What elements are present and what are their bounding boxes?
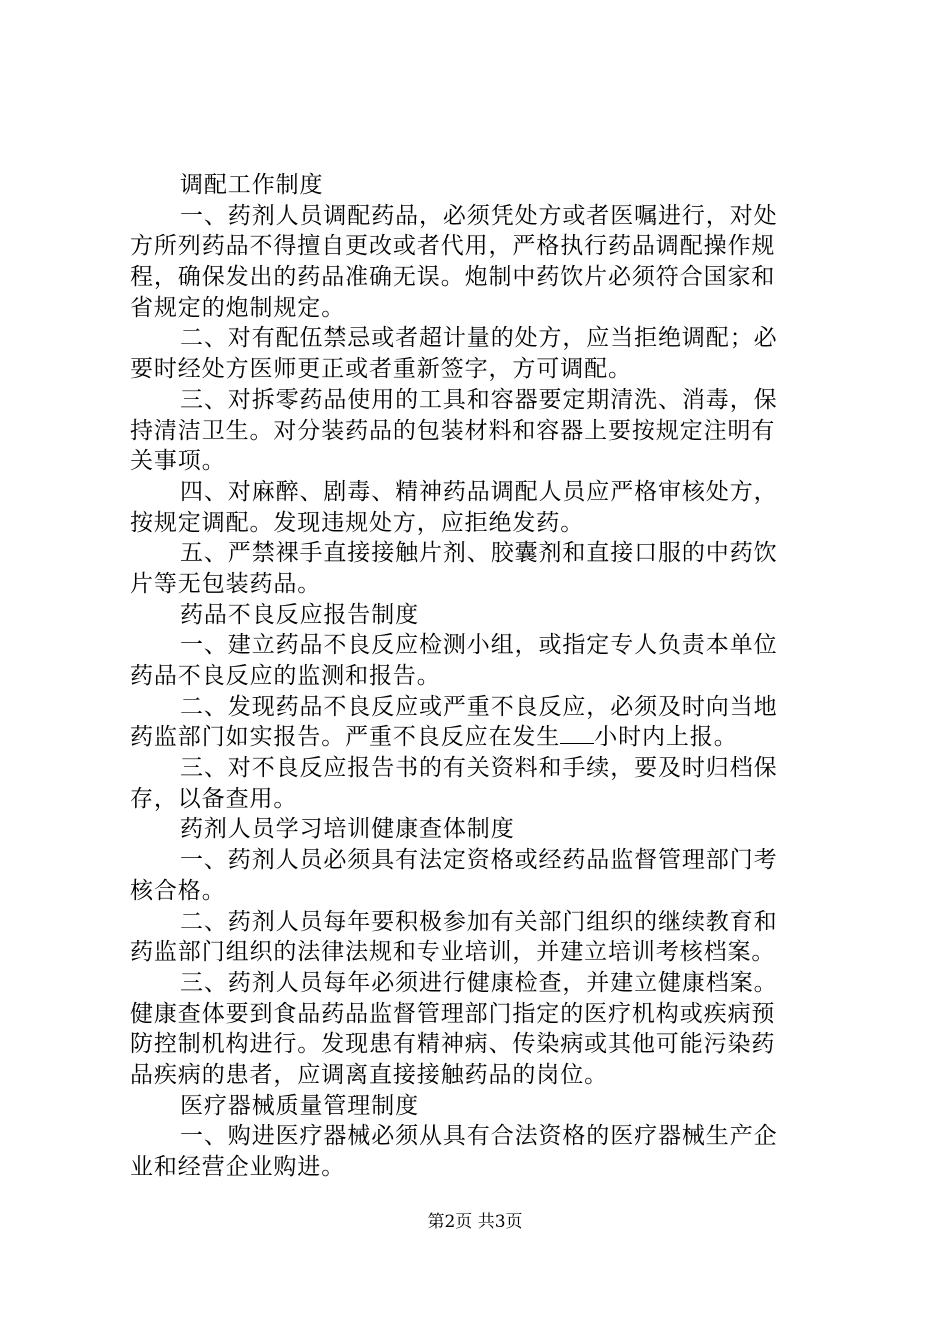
paragraph-line: 二、对有配伍禁忌或者超计量的处方，应当拒绝调配；必 [180, 325, 778, 352]
paragraph-line: 要时经处方医师更正或者重新签字，方可调配。 [130, 356, 632, 383]
paragraph-line: 程，确保发出的药品准确无误。炮制中药饮片必须符合国家和 [130, 264, 776, 291]
paragraph-line: 药监部门组织的法律法规和专业培训，并建立培训考核档案。 [130, 939, 776, 966]
paragraph-line: 片等无包装药品。 [130, 570, 322, 597]
paragraph-line: 一、购进医疗器械必须从具有合法资格的医疗器械生产企 [180, 1123, 778, 1150]
section-title-training: 药剂人员学习培训健康查体制度 [180, 816, 515, 843]
paragraph-line: 持清洁卫生。对分装药品的包装材料和容器上要按规定注明有 [130, 417, 776, 444]
paragraph-line-with-blank [130, 722, 835, 753]
document-body [130, 170, 835, 1183]
paragraph-line: 按规定调配。发现违规处方，应拒绝发药。 [130, 509, 585, 536]
page-number: 第2页 共3页 [427, 1212, 523, 1232]
fill-in-blank [560, 723, 594, 744]
paragraph-line: 健康查体要到食品药品监督管理部门指定的医疗机构或疾病预 [130, 1000, 776, 1027]
paragraph-line: 品疾病的患者，应调离直接接触药品的岗位。 [130, 1061, 608, 1088]
paragraph-line: 二、发现药品不良反应或严重不良反应，必须及时向当地 [180, 693, 778, 720]
section-title-adverse-reaction: 药品不良反应报告制度 [180, 601, 419, 628]
paragraph-line: 三、对拆零药品使用的工具和容器要定期清洗、消毒，保 [180, 386, 778, 413]
paragraph-line: 防控制机构进行。发现患有精神病、传染病或其他可能污染药 [130, 1031, 776, 1058]
paragraph-line: 三、对不良反应报告书的有关资料和手续，要及时归档保 [180, 755, 778, 782]
paragraph-line: 省规定的炮制规定。 [130, 294, 346, 321]
paragraph-line: 一、药剂人员必须具有法定资格或经药品监督管理部门考 [180, 847, 778, 874]
paragraph-line: 核合格。 [130, 877, 226, 904]
paragraph-line: 四、对麻醉、剧毒、精神药品调配人员应严格审核处方， [180, 478, 778, 505]
paragraph-line: 一、药剂人员调配药品，必须凭处方或者医嘱进行，对处 [180, 202, 778, 229]
paragraph-line: 方所列药品不得擅自更改或者代用，严格执行药品调配操作规 [130, 233, 776, 260]
paragraph-line: 一、建立药品不良反应检测小组，或指定专人负责本单位 [180, 632, 778, 659]
section-title-dispensing: 调配工作制度 [180, 172, 324, 198]
paragraph-line: 三、药剂人员每年必须进行健康检查，并建立健康档案。 [180, 969, 778, 996]
paragraph-line: 关事项。 [130, 448, 226, 475]
line-text-after-blank: 小时内上报。 [594, 724, 738, 751]
paragraph-line: 业和经营企业购进。 [130, 1154, 346, 1180]
paragraph-line: 存，以备查用。 [130, 785, 298, 812]
paragraph-line: 五、严禁裸手直接接触片剂、胶囊剂和直接口服的中药饮 [180, 540, 778, 567]
paragraph-line: 二、药剂人员每年要积极参加有关部门组织的继续教育和 [180, 908, 778, 935]
paragraph-line: 药品不良反应的监测和报告。 [130, 663, 441, 689]
section-title-medical-devices: 医疗器械质量管理制度 [180, 1092, 419, 1119]
line-text-before-blank: 药监部门如实报告。严重不良反应在发生 [130, 724, 561, 751]
